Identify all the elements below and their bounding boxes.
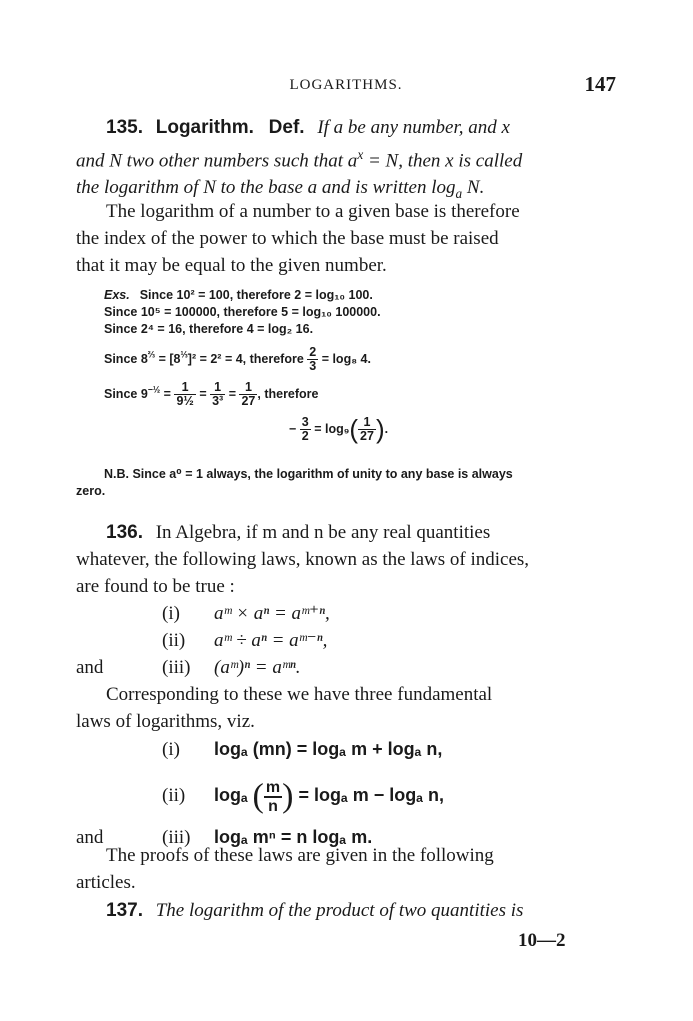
article-number: 136. — [106, 522, 143, 543]
laws-of-logarithms — [76, 734, 621, 852]
index-law-i: (i) aᵐ × aⁿ = aᵐ⁺ⁿ, — [162, 603, 330, 624]
log-law-iii: and (iii) logₐ mⁿ = n logₐ m. — [76, 827, 373, 848]
nota-bene: N.B. Since a⁰ = 1 always, the logarithm of unity to any base is always zero. — [76, 467, 513, 498]
example-line: Since 10⁵ = 100000, therefore 5 = log₁₀ 100000. — [104, 305, 381, 319]
definition-label: Def. — [268, 117, 305, 138]
fraction: $\frac{1}{\text{9½}}$ — [176, 380, 194, 408]
text-line: the index of the power to which the base must be raised — [76, 228, 499, 249]
definition-exponent: x — [357, 147, 364, 162]
article-number: 135. — [106, 117, 143, 138]
article-137: 137. The logarithm of the product of two quantities is — [106, 900, 524, 921]
example-line: − $\frac{3}{2}$ = log₉( $\frac{1}{27}$ ). — [289, 414, 389, 444]
example-line: Since 2⁴ = 16, therefore 4 = log₂ 16. — [104, 322, 314, 336]
examples-label: Exs. — [104, 288, 130, 302]
definition-text: = N, then x is called — [363, 150, 523, 172]
proofs-text: The proofs of these laws are given in the following articles. — [76, 845, 494, 893]
text-line: The logarithm of a number to a given base is therefore — [106, 201, 520, 222]
fraction: $\frac{1}{27}$ — [241, 380, 256, 408]
fraction: $\frac{1}{\text{3³}}$ — [212, 380, 224, 408]
index-law-ii: (ii) aᵐ ÷ aⁿ = aᵐ⁻ⁿ, — [162, 630, 328, 651]
fraction: $\frac{3}{2}$ — [301, 415, 309, 443]
definition-text: N. — [462, 177, 485, 199]
page-header — [76, 72, 616, 100]
article-136: 136. In Algebra, if m and n be any real quantities whatever, the following laws, known as the laws of indices, are found to be true : — [76, 522, 530, 597]
definition-base: a — [455, 186, 463, 202]
log-law-ii: (ii) logₐ ( $\frac{m}{n}) = \log_a$ m − logₐ n, — [162, 777, 445, 815]
article-number: 137. — [106, 900, 143, 921]
laws-of-indices — [76, 600, 621, 681]
example-line: Since $9^{-\frac{1}{2}}$ = $\frac{1}{\text{9½}}$ = $\frac{1}{\text{3³}}$ = $\frac{1}{27}$ , therefore — [104, 380, 319, 408]
definition-text: If a be any number, and x — [317, 117, 510, 138]
article-135-explanation — [76, 198, 621, 279]
fraction: $\frac{2}{3}$ — [309, 345, 317, 373]
running-head: LOGARITHMS. — [289, 77, 403, 93]
fraction: $\frac{1}{27}$ — [360, 415, 374, 443]
text-line: that it may be equal to the given number. — [76, 255, 387, 276]
article-title: Logarithm. — [155, 117, 254, 138]
definition-text: and N two other numbers such that a — [76, 150, 358, 172]
signature-mark: 10—2 — [518, 930, 566, 951]
log-law-i: (i) logₐ (mn) = logₐ m + logₐ n, — [162, 739, 443, 760]
corresponding-text: Corresponding to these we have three fundamental laws of logarithms, viz. — [76, 684, 493, 732]
examples-block — [104, 287, 604, 443]
article-135-definition — [76, 114, 616, 207]
index-law-iii: and (iii) (aᵐ)ⁿ = aᵐⁿ. — [76, 657, 301, 678]
page-number: 147 — [584, 72, 616, 96]
definition-text: the logarithm of N to the base a and is written log — [76, 177, 456, 199]
example-line: Since $8^{\frac{2}{3}} = [8^{\frac{1}{3}}]^2 = 2^2 = 4$, therefore $\frac{2}{3}$ = log₈ 4. — [104, 345, 371, 373]
example-line: Exs. Since 10² = 100, therefore 2 = log₁₀ 100. — [104, 288, 373, 302]
